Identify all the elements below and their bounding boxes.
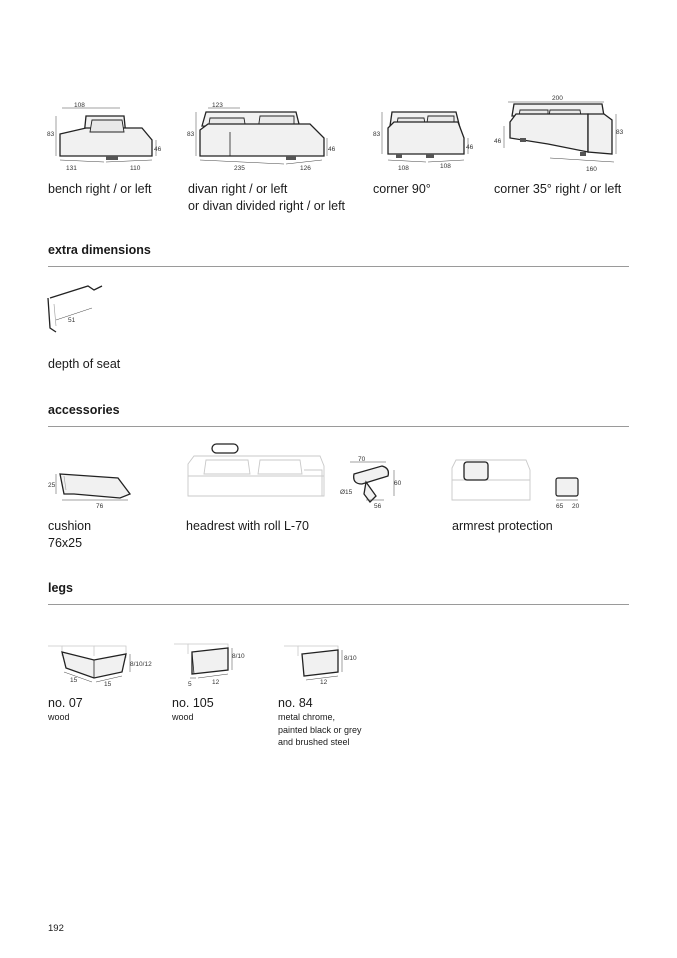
leg84-material-line3: and brushed steel [278,737,350,747]
armrest-detail-shape [556,478,578,496]
headrest-roll [212,444,238,453]
legs-heading: legs [48,581,74,595]
corner90-caption: corner 90° [373,182,431,196]
cushion-diagram [46,464,138,512]
leg07-w2-label: 15 [104,681,112,688]
leg105-shape [192,648,228,674]
corner90-left-label: 108 [398,165,409,172]
leg84-name: no. 84 [278,696,313,710]
divan-caption [188,181,345,215]
leg84-material-line1: metal chrome, [278,712,336,722]
headrest-caption: headrest with roll L-70 [186,519,309,533]
leg07-height-label: 8/10/12 [130,661,152,668]
armrest-depth-label: 20 [572,503,580,510]
cushion-caption-line2: 76x25 [48,536,83,550]
leg84-w1-label: 12 [320,679,328,686]
divan-caption-line2: or divan divided right / or left [188,199,346,213]
divan-total-label: 235 [234,165,245,172]
corner90-diagram [370,98,482,178]
leg07-name: no. 07 [48,696,83,710]
bench-total-label: 131 [66,165,77,172]
bench-width-label: 108 [74,102,85,109]
leg105-diagram [170,632,254,688]
extra-divider [48,266,629,267]
headrest-diameter-label: Ø15 [340,489,353,496]
cushion-height-label: 25 [48,482,56,489]
bench-height-label: 83 [47,131,55,138]
divan-width-label: 123 [212,102,223,109]
leg84-height-label: 8/10 [344,655,357,662]
page-number: 192 [48,923,64,934]
corner90-seat-label: 46 [466,144,474,151]
divan-caption-line1: divan right / or left [188,182,288,196]
leg105-material: wood [172,712,194,722]
cushion-width-label: 76 [96,503,104,510]
bench-depth-label: 110 [130,165,141,172]
leg105-w1-label: 5 [188,681,192,688]
corner35-diagram [492,92,628,180]
accessories-divider [48,426,629,427]
bench-caption: bench right / or left [48,182,152,196]
leg84-material-line2: painted black or grey [278,724,362,735]
legs-divider [48,604,629,605]
bench-seat-label: 46 [154,146,162,153]
corner35-arm [588,114,612,154]
corner90-height-label: 83 [373,131,381,138]
headrest-roll-shape [354,466,389,484]
armrest-width-label: 65 [556,503,564,510]
cushion-caption [48,518,91,552]
headrest-length-label: 70 [358,456,366,463]
cushion-shape [60,474,130,498]
leg07-w1-label: 15 [70,677,78,684]
leg105-height-label: 8/10 [232,653,245,660]
armrest-detail-diagram [550,472,586,514]
corner90-seat [388,122,464,154]
bench-leg [106,156,118,160]
leg84-shape [302,650,338,676]
corner35-height-label: 83 [616,129,624,136]
divan-height-label: 83 [187,131,195,138]
headrest-bracket [364,482,376,502]
extra-dimensions-heading: extra dimensions [48,243,151,257]
corner35-caption: corner 35° right / or left [494,182,622,196]
corner90-right-label: 108 [440,163,451,170]
bench-pillow [90,120,124,132]
headrest-roll-diagram [336,452,410,512]
corner35-seat-label: 46 [494,138,502,145]
corner35-seat [510,114,588,152]
leg84-material [278,711,362,749]
armrest-cover [464,462,488,480]
armrest-sofa-diagram [448,452,538,508]
armrest-caption: armrest protection [452,519,553,533]
bench-diagram [46,98,166,178]
headrest-depth-label: 56 [374,503,382,510]
divan-seat [200,124,324,156]
leg105-w2-label: 12 [212,679,220,686]
leg07-diagram [46,640,158,690]
headrest-sofa-diagram [184,440,330,504]
divan-diagram [186,98,336,178]
divan-seat-label: 46 [328,146,336,153]
divan-depth-label: 126 [300,165,311,172]
leg105-name: no. 105 [172,696,214,710]
corner35-width-label: 200 [552,95,563,102]
seat-depth-diagram [42,280,114,346]
accessories-heading: accessories [48,403,120,417]
leg07-material: wood [48,712,70,722]
leg84-diagram [276,632,368,688]
seat-depth-value: 51 [68,317,76,324]
cushion-caption-line1: cushion [48,519,92,533]
corner35-depth-label: 160 [586,166,597,173]
headrest-height-label: 60 [394,480,402,487]
seat-depth-caption: depth of seat [48,357,121,371]
